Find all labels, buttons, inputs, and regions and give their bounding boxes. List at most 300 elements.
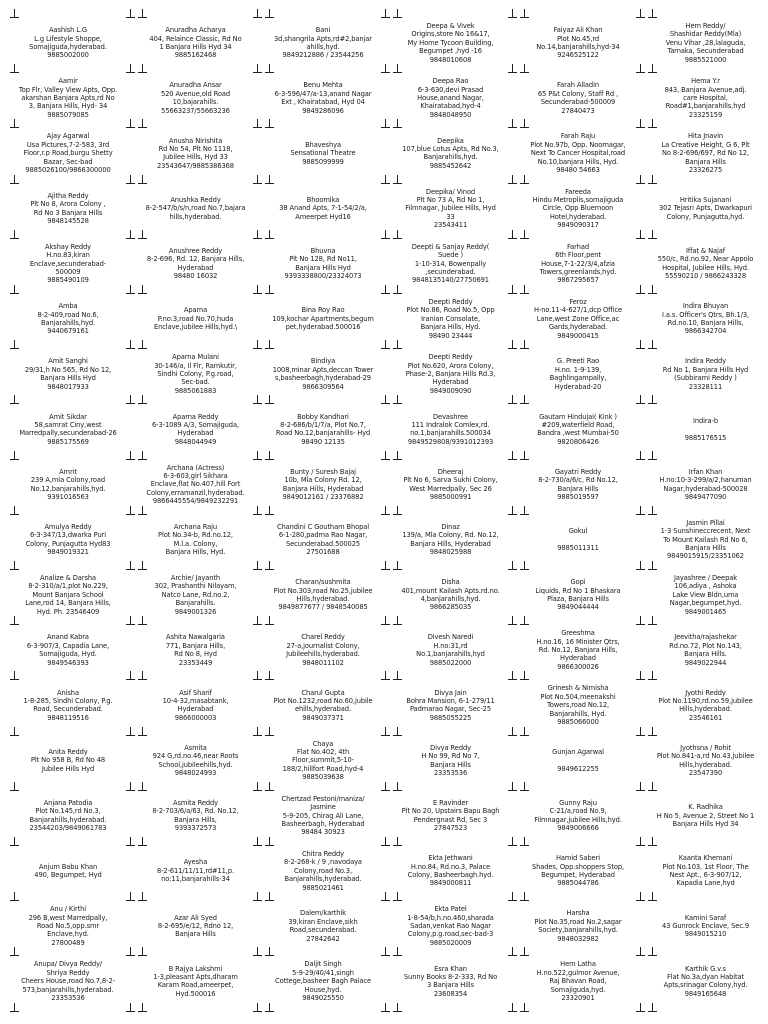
contact-detail: Plot No.103, 1st Floor, The	[662, 862, 749, 871]
contact-entry	[136, 26, 256, 60]
contact-detail: Hills,hyderabad.	[679, 760, 732, 769]
contact-detail: 9848011102	[302, 658, 344, 667]
contact-name: Anusha Nirishita	[168, 136, 223, 145]
contact-name: Dheeraj	[437, 467, 464, 476]
contact-detail: 9848017933	[47, 382, 89, 391]
contact-entry	[646, 519, 766, 561]
crop-mark	[265, 230, 274, 239]
crop-mark	[253, 782, 262, 791]
crop-mark	[381, 9, 390, 18]
contact-detail: 9391016563	[47, 493, 89, 502]
contact-detail: Colony, Punjagutta Hyd83	[25, 539, 111, 548]
contact-detail: Kapadia Lane,hyd	[676, 879, 735, 888]
contact-detail: 573,banjarahills,hyderabad.	[22, 985, 114, 994]
contact-detail: 9849012161 / 23376882	[282, 493, 364, 502]
contact-detail: Rd No 3 Banjara Hills	[33, 208, 103, 217]
contact-detail: Plot No.35,road No.2,sagar	[534, 917, 622, 926]
contact-detail: Venu Vihar ,28,lalaguda,	[665, 38, 746, 47]
crop-mark	[253, 285, 262, 294]
contact-name: Amba	[58, 302, 78, 311]
crop-mark	[265, 340, 274, 349]
contact-name: Irfan Khan	[688, 467, 723, 476]
crop-mark	[648, 782, 657, 791]
contact-detail: Sindhi Colony, P.g.road,	[157, 370, 234, 378]
contact-name: Charan/sushmita	[295, 578, 351, 587]
crop-mark	[508, 175, 517, 184]
contact-entry	[8, 799, 128, 833]
crop-mark	[381, 671, 390, 680]
crop-mark	[126, 340, 135, 349]
contact-detail: Plot No.841-a,rd No.43,jubilee	[656, 752, 755, 761]
contact-entry	[263, 196, 383, 221]
contact-detail: Plt No 958 B, Rd No 48	[30, 756, 106, 765]
contact-detail: 9885055225	[429, 713, 472, 722]
crop-mark	[10, 340, 19, 349]
contact-detail: 9885021461	[302, 883, 344, 892]
contact-entry	[136, 574, 256, 616]
contact-detail: Rd No 54, Plt No 1118,	[158, 145, 233, 153]
contact-detail: No.12,banjarahills,hyd.	[30, 484, 106, 493]
contact-detail: Somajiguda, Hyd.	[39, 650, 97, 659]
contact-detail: 23353536	[51, 994, 85, 1003]
contact-detail: 27800489	[51, 938, 85, 947]
contact-detail: Rd. No.12, Banjara Hills,	[538, 646, 618, 654]
contact-detail: Mount Banjara School	[32, 590, 104, 599]
crop-mark	[508, 616, 517, 625]
crop-mark	[265, 506, 274, 515]
contact-detail: 9849000415	[557, 331, 599, 340]
crop-mark	[648, 892, 657, 901]
crop-mark	[138, 285, 147, 294]
contact-detail: Hyderabad	[432, 378, 469, 387]
contact-detail: Banjara Hills, Hyd.	[420, 323, 481, 332]
crop-mark	[10, 671, 19, 680]
contact-detail: Filmnagar,jubilee Hills,hyd.	[534, 815, 622, 824]
contact-entry	[8, 748, 128, 773]
crop-mark	[508, 506, 517, 515]
crop-mark	[10, 64, 19, 73]
contact-detail: Plot No.97b, Opp. Noornagar,	[530, 140, 626, 149]
contact-entry	[646, 302, 766, 336]
contact-name: Archie/ Jayanth	[170, 574, 221, 582]
contact-detail: 9393338800/23324073	[284, 272, 362, 281]
contact-detail: 924 G,rd.no.46,near Roots	[152, 752, 239, 761]
crop-mark	[253, 616, 262, 625]
crop-mark	[381, 782, 390, 791]
contact-entry	[136, 81, 256, 115]
contact-detail: 23547390	[688, 769, 723, 778]
crop-mark	[265, 1003, 274, 1012]
contact-entry	[263, 81, 383, 115]
contact-detail: Somajiguda,hyd.	[550, 985, 606, 994]
contact-detail: 9849037371	[302, 713, 344, 722]
contact-detail: 9885099999	[302, 157, 344, 166]
contact-detail: Lake View Bldn,uma	[672, 590, 739, 599]
contact-detail: Hyderabad	[177, 429, 214, 438]
contact-name: Gautam Hindujai( Kink )	[539, 412, 617, 421]
crop-mark	[265, 616, 274, 625]
contact-detail: ahills,hyd.	[306, 43, 340, 51]
contact-detail: 139/a, Mla Colony, Rd. No.12,	[402, 531, 499, 540]
contact-entry	[136, 633, 256, 667]
contact-name: Farah Alladin	[557, 81, 599, 90]
contact-detail: 8-2-696, Rd. 12, Banjara Hills,	[146, 255, 245, 264]
contact-entry	[8, 26, 128, 60]
crop-mark	[138, 947, 147, 956]
contact-detail: 3d,shangrila Apts,rd#2,banjar	[274, 34, 372, 43]
contact-detail: 27842642	[306, 934, 340, 943]
contact-entry	[391, 965, 511, 999]
crop-mark	[138, 175, 147, 184]
contact-detail: 239 A,mla Colony,road	[30, 476, 106, 485]
crop-mark	[508, 119, 517, 128]
contact-name: G. Preeti Rao	[556, 357, 600, 366]
contact-detail: 9866000003	[174, 713, 217, 722]
contact-entry	[263, 795, 383, 837]
contact-name: Anuradha Acharya	[165, 26, 226, 35]
contact-detail: Hospital, Jubilee Hills, Hyd.	[662, 263, 749, 272]
contact-entry	[646, 914, 766, 939]
contact-detail: Plt No 128, Rd No11,	[289, 255, 357, 264]
contact-detail: Pendergnast Rd, Sec 3	[413, 815, 488, 824]
contact-detail: Suede )	[438, 251, 463, 260]
contact-detail: Rd.no.72, Plot No.143,	[669, 641, 742, 650]
contact-entry	[8, 468, 128, 502]
crop-mark	[393, 947, 402, 956]
crop-mark	[508, 285, 517, 294]
contact-detail: 8-2-547/b/s/n,road No.7,bajara	[145, 204, 246, 213]
contact-entry	[518, 629, 638, 671]
contact-detail: Usa Pictures,7-2-583, 3rd	[26, 140, 110, 149]
contact-detail: 9866445554/9849232291	[152, 497, 239, 506]
crop-mark	[381, 64, 390, 73]
contact-detail: 9885002000	[47, 51, 89, 60]
contact-detail: 30-146/a, Il Flr, Ramkutir,	[154, 361, 237, 370]
contact-entry	[8, 132, 128, 174]
contact-detail: 10-4-32,masabtank,	[162, 697, 229, 705]
crop-mark	[253, 506, 262, 515]
contact-detail: Origins,store No 16&17,	[411, 30, 490, 39]
contact-detail: Colony,road No.3,	[294, 866, 352, 875]
contact-detail: H No 5, Avenue 2, Street No 1	[656, 811, 755, 820]
contact-detail: Plt No 20, Upstairs Bapu Bagh	[401, 807, 500, 816]
contact-entry	[646, 633, 766, 667]
contact-entry	[391, 298, 511, 340]
contact-entry	[518, 357, 638, 391]
contact-detail: 27847523	[433, 824, 468, 833]
contact-detail: 23325159	[688, 110, 723, 119]
crop-mark	[138, 837, 147, 846]
crop-mark	[265, 561, 274, 570]
contact-entry	[263, 689, 383, 723]
crop-mark	[10, 837, 19, 846]
contact-entry	[136, 914, 256, 939]
contact-detail: 771, Banjara Hills,	[165, 641, 226, 650]
crop-mark	[138, 230, 147, 239]
contact-entry	[518, 188, 638, 230]
crop-mark	[648, 9, 657, 18]
contact-entry	[518, 960, 638, 1002]
crop-mark	[253, 837, 262, 846]
contact-detail: 9849019321	[47, 548, 89, 557]
contact-detail: 23543411	[433, 221, 468, 230]
contact-entry	[8, 77, 128, 119]
contact-detail: Flat No.3a,dyan Habitat	[666, 973, 745, 981]
contact-detail: Society,banjarahills,hyd.	[538, 926, 618, 935]
crop-mark	[381, 561, 390, 570]
contact-name: Bunty / Suresh Bajaj	[290, 467, 356, 476]
contact-detail: P.no:3,road No.70,huda	[157, 314, 234, 323]
crop-mark	[10, 782, 19, 791]
crop-mark	[10, 451, 19, 460]
contact-entry	[646, 357, 766, 391]
contact-detail: Enclave,flat No.407,hill Fort	[150, 480, 241, 489]
contact-detail: Road, Secunderabad.	[33, 705, 103, 714]
crop-mark	[10, 947, 19, 956]
contact-entry	[391, 905, 511, 947]
contact-detail: 6-3-603,girl Sikhara	[163, 472, 228, 480]
contact-detail: 9849877677 / 9848540085	[278, 603, 368, 612]
crop-mark	[265, 947, 274, 956]
contact-detail: Begumpet ,hyd -16	[419, 47, 482, 56]
crop-mark	[253, 947, 262, 956]
contact-detail: 9885000991	[429, 493, 472, 502]
crop-mark	[126, 561, 135, 570]
contact-detail: Enclave,jubilee Hills,hyd.\	[153, 323, 238, 332]
contact-name: Asmita Reddy	[173, 799, 218, 807]
contact-entry	[518, 132, 638, 174]
contact-entry	[136, 306, 256, 331]
contact-detail: Banjarahills,hyd.	[40, 319, 96, 327]
contact-entry	[391, 188, 511, 230]
crop-mark	[648, 947, 657, 956]
contact-name: Anita Reddy	[48, 748, 88, 756]
contact-name: Hem Reddy/	[685, 22, 726, 30]
contact-name: Divya Reddy	[430, 743, 471, 752]
contact-detail: 9246525122	[557, 51, 599, 60]
contact-detail: Banjara Hills	[175, 930, 216, 939]
contact-detail: 302 Tejasri Apts, Dwarkapuri	[659, 204, 752, 213]
crop-mark	[636, 340, 645, 349]
contact-detail: Banjara Hills	[430, 760, 471, 769]
contact-detail: Banjara Hills, Hyd.	[165, 548, 226, 557]
crop-mark	[648, 451, 657, 460]
crop-mark	[393, 340, 402, 349]
contact-detail: Cottege,basheer Bagh Palace	[275, 977, 371, 986]
contact-detail: 29/31,h No 565, Rd No 12,	[24, 365, 112, 374]
contact-detail: 10,bajarahills.	[172, 98, 219, 107]
contact-detail: 9849001465	[684, 607, 727, 616]
contact-detail: Ameerpet Hyd16	[295, 212, 351, 221]
crop-mark	[138, 782, 147, 791]
contact-detail: Banjara Hills	[557, 484, 599, 493]
contact-name: Farah Raju	[560, 132, 596, 141]
contact-name: Devashree	[433, 412, 468, 421]
contact-detail: 23353449	[178, 658, 213, 667]
contact-entry	[391, 523, 511, 557]
crop-mark	[648, 119, 657, 128]
contact-detail: 38 Anand Apts, 7-1-54/2/a,	[279, 204, 367, 213]
contact-detail: Bazar, Sec-bad	[43, 157, 93, 166]
crop-mark	[10, 506, 19, 515]
crop-mark	[126, 175, 135, 184]
contact-detail: 9885162468	[174, 51, 217, 60]
contact-name: Fareeda	[565, 187, 591, 196]
contact-name: Deepika	[437, 136, 464, 145]
contact-entry	[646, 417, 766, 442]
contact-entry	[263, 26, 383, 60]
contact-detail: 9849529808/9391012393	[407, 437, 494, 446]
contact-entry	[391, 137, 511, 171]
contact-detail: 6-3-907/3, Capadia Lane,	[26, 641, 110, 650]
contact-entry	[263, 523, 383, 557]
contact-entry	[646, 77, 766, 119]
contact-detail: 8-2-730/a/6/c, Rd No.12,	[538, 476, 618, 485]
crop-mark	[265, 175, 274, 184]
contact-detail: Towers,greenlands,hyd.	[539, 268, 617, 277]
crop-mark	[126, 727, 135, 736]
contact-name: Hem Latha	[560, 960, 596, 969]
crop-mark	[126, 9, 135, 18]
crop-mark	[508, 947, 517, 956]
crop-mark	[10, 285, 19, 294]
crop-mark	[636, 671, 645, 680]
crop-mark	[508, 892, 517, 901]
crop-mark	[508, 837, 517, 846]
contact-name: Kamini Saraf	[684, 913, 727, 922]
contact-detail: Circle, Opp Bluemoon	[542, 204, 614, 213]
crop-mark	[265, 892, 274, 901]
crop-mark	[520, 64, 529, 73]
crop-mark	[381, 947, 390, 956]
crop-mark	[520, 616, 529, 625]
crop-mark	[636, 285, 645, 294]
contact-name: Deepika/ Vinod	[425, 187, 476, 196]
contact-detail: 9849022944	[684, 658, 727, 667]
crop-mark	[393, 782, 402, 791]
crop-mark	[508, 727, 517, 736]
contact-detail: 9849000811	[429, 879, 472, 888]
contact-detail	[518, 536, 638, 544]
contact-detail: Liquids, Rd No 1 Bhaskara	[535, 586, 621, 595]
contact-detail: 39,kiran Enclave,sikh	[288, 917, 358, 926]
contact-detail: 490, Begumpet, Hyd	[34, 871, 102, 879]
contact-detail: Filmnagar, Jubilee Hills, Hyd	[405, 204, 496, 213]
crop-mark	[253, 671, 262, 680]
contact-detail: 9848135140/27750691	[412, 276, 489, 285]
contact-detail: Banjarahills.	[175, 599, 216, 608]
contact-entry	[263, 633, 383, 667]
contact-detail: Secunderabad.500025	[285, 539, 361, 548]
contact-detail: Hills,hyderabad.	[296, 595, 350, 603]
contact-entry	[391, 633, 511, 667]
contact-detail: 9849165648	[684, 989, 727, 998]
contact-detail: L.g Lifestyle Shoppe,	[34, 34, 102, 43]
contact-detail: (Subbirami Reddy )	[674, 374, 737, 383]
crop-mark	[636, 727, 645, 736]
contact-entry	[136, 353, 256, 395]
contact-detail: Plot No.1232,road No.60,jubile	[273, 697, 373, 705]
contact-entry	[136, 965, 256, 999]
contact-entry	[8, 413, 128, 447]
contact-entry	[136, 689, 256, 723]
contact-detail: 9885066000	[557, 718, 599, 727]
contact-name: Anjana Patodia	[43, 799, 93, 807]
contact-detail: Banjara Hills, Hyderabad	[282, 484, 364, 493]
contact-detail: H.no.16, 16 Minister Qtrs,	[536, 637, 620, 646]
contact-detail: 23543647/9885386368	[157, 161, 234, 170]
crop-mark	[520, 340, 529, 349]
contact-name: Ekta Patel	[434, 905, 467, 914]
contact-detail	[518, 756, 638, 764]
contact-detail: hills,hyderabad.	[169, 212, 222, 221]
contact-detail: To Mount Kailash Rd No 6,	[663, 535, 748, 544]
contact-detail: Marredpally,secunderabad-26	[19, 429, 117, 438]
contact-entry	[646, 132, 766, 174]
contact-detail: 9885020009	[429, 938, 472, 947]
contact-detail: Road#1,banjarahills,hyd	[665, 102, 746, 111]
contact-name: Chertzad Pestoni/maniza/	[281, 794, 365, 803]
contact-name: Gopi	[570, 578, 586, 587]
contact-name: Chitra Reddy	[301, 850, 345, 858]
contact-detail: Plaza, Banjara Hills	[547, 595, 609, 603]
contact-name: Kaanta Khemani	[678, 854, 733, 863]
contact-detail: 9885011311	[557, 544, 599, 552]
contact-detail: 23544203/9849061783	[29, 824, 107, 833]
contact-detail: 8-2-611/11/11,rd#11,p.	[156, 866, 235, 875]
contact-detail: Shriya Reddy	[46, 968, 90, 977]
contact-entry	[518, 468, 638, 502]
contact-detail: 8-2-409,road No.6,	[37, 310, 99, 319]
contact-entry	[8, 192, 128, 226]
contact-name: Jyothsna / Rohit	[680, 743, 731, 752]
contact-entry	[391, 353, 511, 395]
contact-entry	[646, 689, 766, 723]
crop-mark	[10, 395, 19, 404]
contact-detail: Flat No.402, 4th	[296, 748, 350, 756]
contact-name: Karthik G.v.s	[685, 964, 726, 973]
crop-mark	[393, 1003, 402, 1012]
contact-detail: 3 Banjara Hills	[427, 981, 474, 990]
contact-detail: Basheerbagh, Hyderabad	[281, 820, 365, 829]
contact-name: Disha	[441, 578, 460, 587]
contact-name: Bhoomika	[306, 196, 340, 204]
contact-detail: Iranian Consolate,	[421, 314, 480, 323]
contact-detail: Plot No.1190,rd.no.59,jubilee	[658, 697, 753, 705]
crop-mark	[508, 561, 517, 570]
crop-mark	[520, 1003, 529, 1012]
contact-entry	[518, 684, 638, 726]
crop-mark	[648, 727, 657, 736]
contact-detail: 5-9-29/40/41,singh	[292, 968, 354, 977]
contact-detail: Shades, Opp.shoppers Stop,	[531, 862, 625, 871]
contact-detail: Plt No 73 A, Rd No 1,	[416, 196, 485, 204]
contact-entry	[518, 909, 638, 943]
crop-mark	[126, 782, 135, 791]
crop-mark	[636, 616, 645, 625]
contact-detail: Colony,p.g.road,sec-bad-3	[407, 930, 494, 939]
contact-name: Ajitha Reddy	[47, 191, 89, 200]
contact-detail: 9849001326	[174, 607, 217, 616]
crop-mark	[636, 892, 645, 901]
contact-detail: 43 Gunrock Enclave, Sec.9	[661, 922, 749, 930]
contact-name: Bobby Kandhari	[297, 412, 349, 421]
crop-mark	[126, 451, 135, 460]
contact-name: Deepti Reddy	[428, 353, 473, 362]
contact-name: Daljit Singh	[304, 960, 342, 969]
contact-detail: 98490 23444	[428, 331, 473, 340]
crop-mark	[10, 616, 19, 625]
